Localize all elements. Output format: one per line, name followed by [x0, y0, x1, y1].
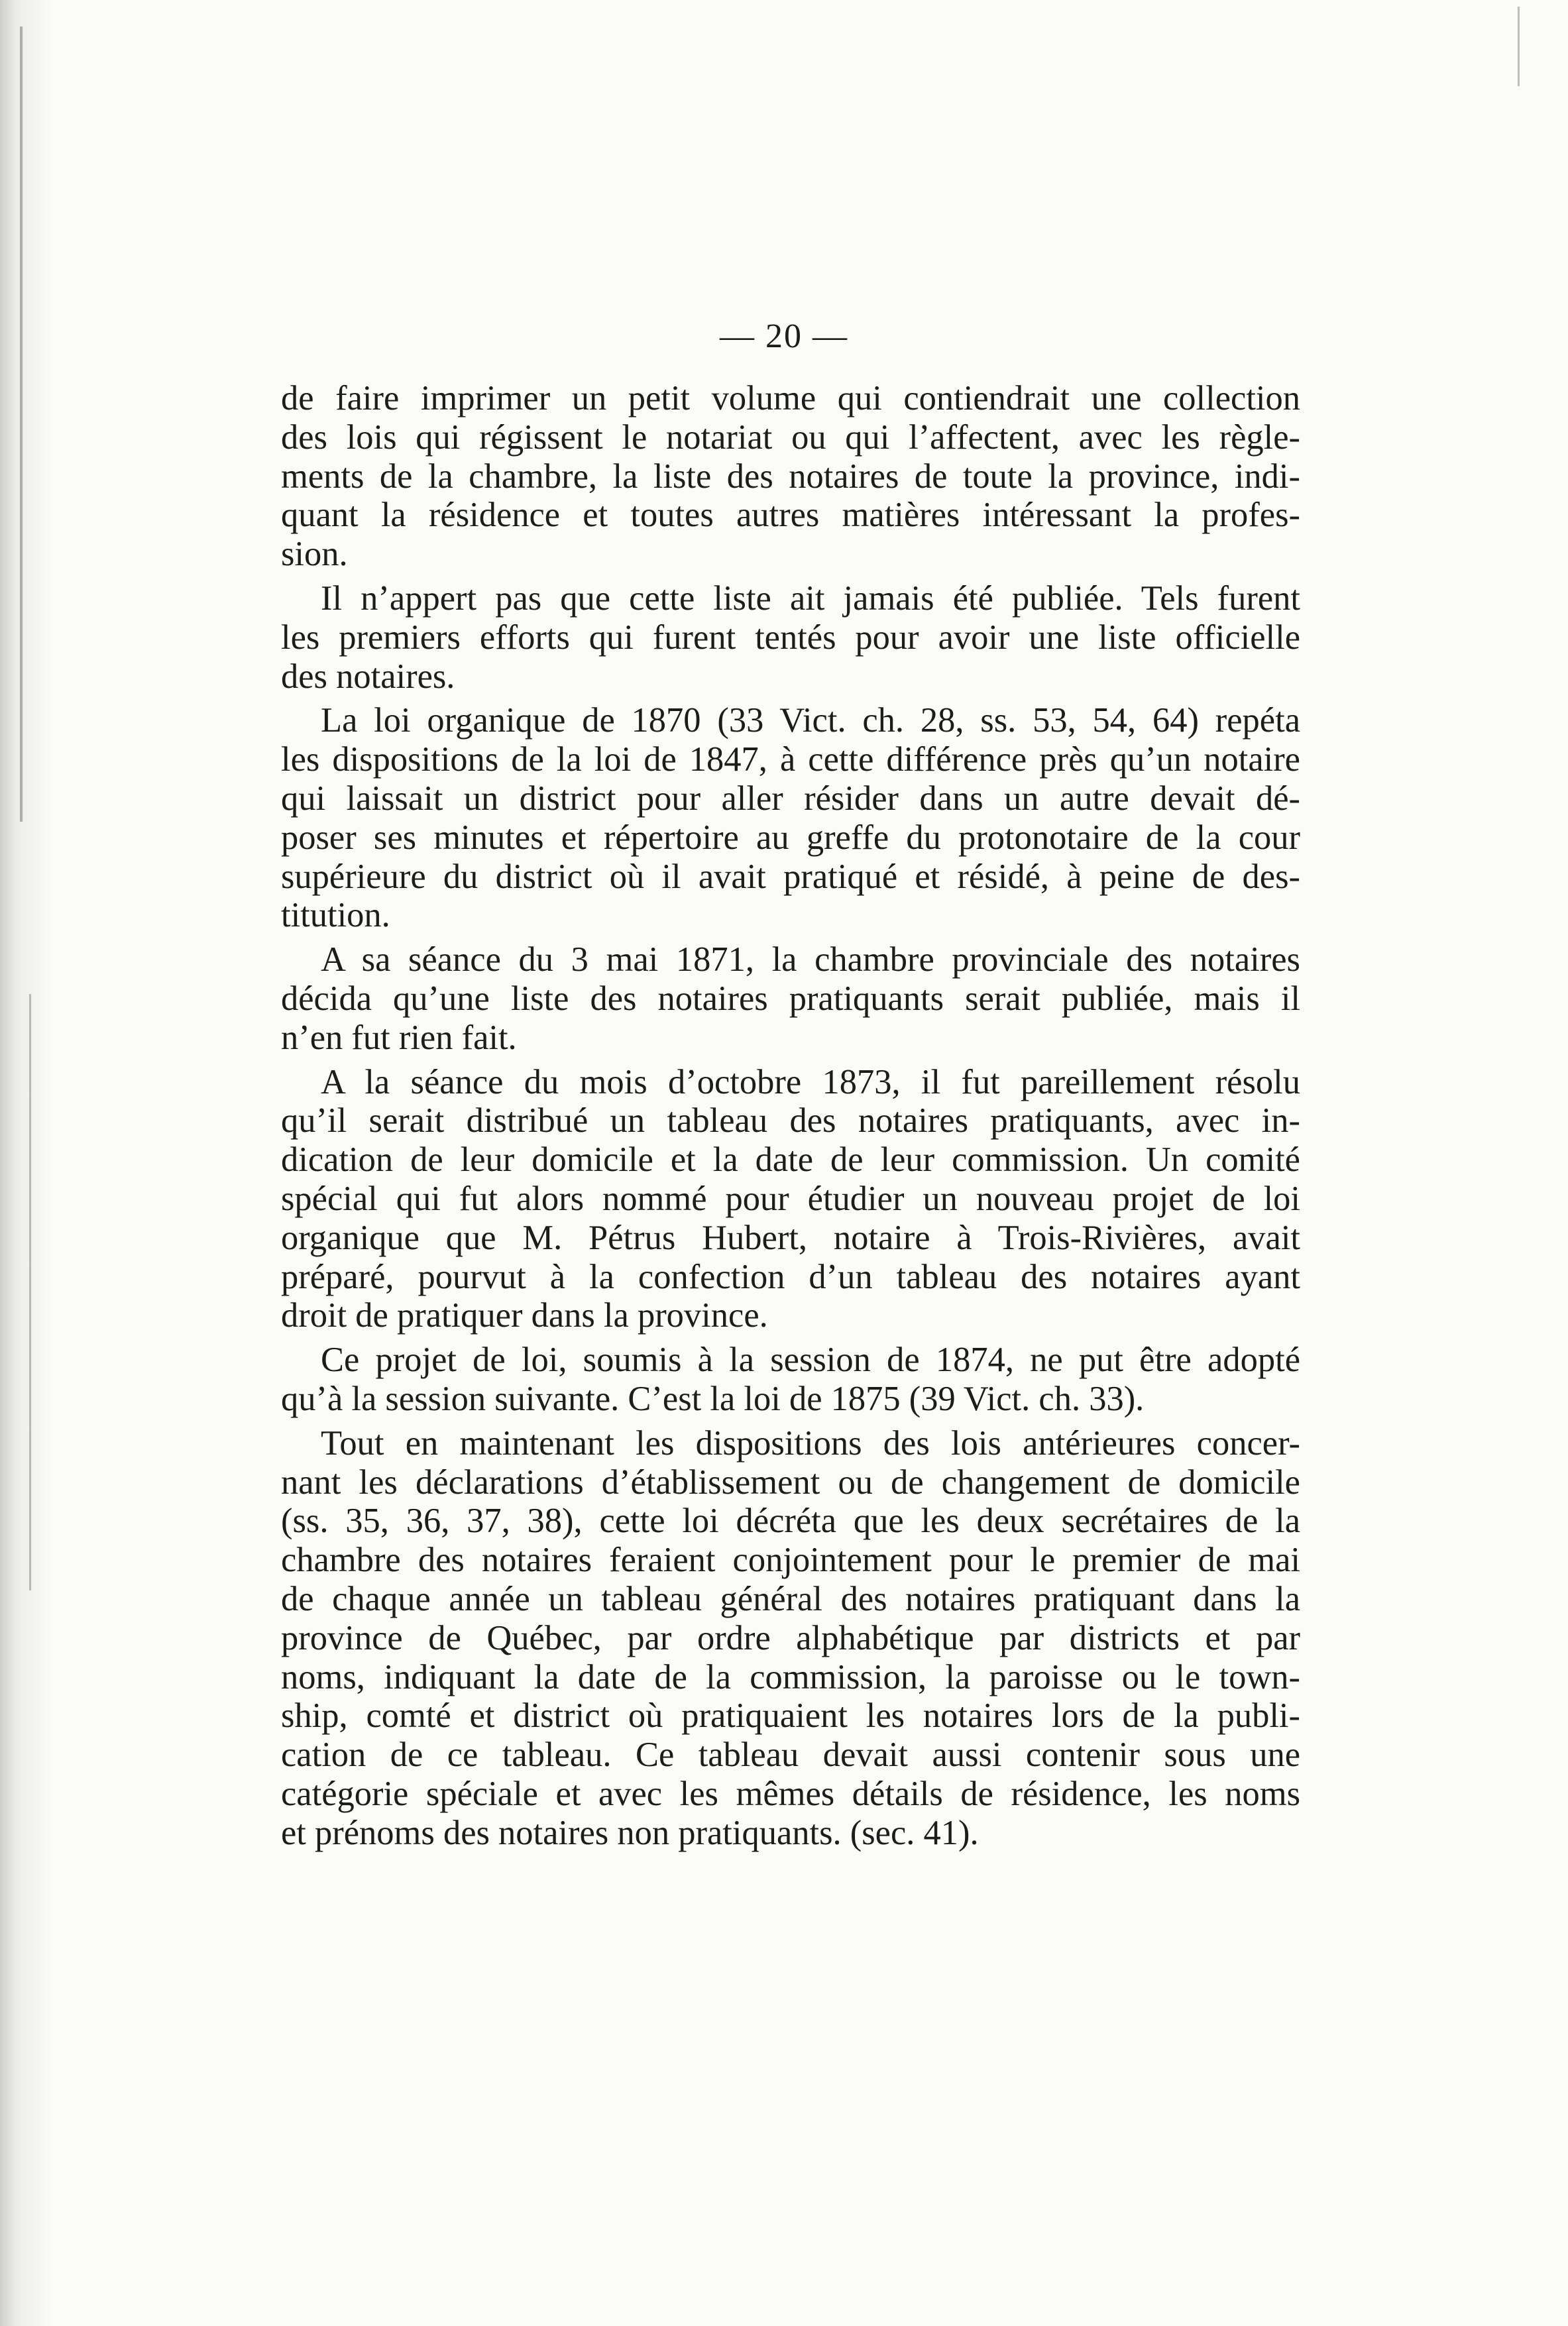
text-line: A sa séance du 3 mai 1871, la chambre provinciale des notaires: [321, 940, 1300, 979]
text-line: nant les déclarations d’établissement ou de changement de domicile: [281, 1463, 1300, 1502]
text-line: qu’à la session suivante. C’est la loi de 1875 (39 Vict. ch. 33).: [281, 1379, 1145, 1418]
text-line: les premiers efforts qui furent tentés pour avoir une liste officielle: [281, 618, 1300, 657]
text-line: des notaires.: [281, 657, 455, 696]
text-line: catégorie spéciale et avec les mêmes détails de résidence, les noms: [281, 1774, 1300, 1813]
text-line: ments de la chambre, la liste des notaires de toute la province, indi-: [281, 457, 1300, 496]
text-line: des lois qui régissent le notariat ou qui l’affectent, avec les règle-: [281, 417, 1300, 457]
text-line: les dispositions de la loi de 1847, à cette différence près qu’un notaire: [281, 740, 1300, 779]
text-line: supérieure du district où il avait pratiqué et résidé, à peine de des-: [281, 857, 1300, 896]
paragraph: [281, 940, 1300, 1057]
text-line: cation de ce tableau. Ce tableau devait aussi contenir sous une: [281, 1736, 1300, 1775]
scan-artifact: [29, 994, 31, 1590]
text-line: Tout en maintenant les dispositions des lois antérieures concer-: [321, 1423, 1300, 1463]
text-line: dication de leur domicile et la date de leur commission. Un comité: [281, 1140, 1300, 1180]
paragraph: [281, 379, 1300, 574]
text-line: quant la résidence et toutes autres matières intéressant la profes-: [281, 496, 1300, 535]
text-line: spécial qui fut alors nommé pour étudier un nouveau projet de loi: [281, 1179, 1300, 1218]
text-line: droit de pratiquer dans la province.: [281, 1296, 768, 1335]
paragraph: [281, 1341, 1300, 1419]
paragraph: [281, 701, 1300, 935]
text-line: et prénoms des notaires non pratiquants. (sec. 41).: [281, 1813, 979, 1852]
text-line: n’en fut rien fait.: [281, 1018, 517, 1057]
text-line: qui laissait un district pour aller résider dans un autre devait dé-: [281, 779, 1300, 818]
scan-artifact: [20, 27, 23, 822]
text-line: qu’il serait distribué un tableau des notaires pratiquants, avec in-: [281, 1101, 1300, 1140]
text-line: La loi organique de 1870 (33 Vict. ch. 28, ss. 53, 54, 64) repéta: [321, 701, 1300, 740]
text-line: titution.: [281, 896, 390, 935]
text-line: organique que M. Pétrus Hubert, notaire à Trois-Rivières, avait: [281, 1218, 1300, 1257]
text-line: sion.: [281, 535, 348, 574]
body-text: [281, 379, 1300, 1857]
page-number: — 20 —: [720, 317, 848, 355]
text-line: de chaque année un tableau général des notaires pratiquant dans la: [281, 1579, 1300, 1618]
text-line: A la séance du mois d’octobre 1873, il fut pareillement résolu: [321, 1062, 1300, 1101]
text-line: Il n’appert pas que cette liste ait jamais été publiée. Tels furent: [321, 579, 1300, 618]
text-line: décida qu’une liste des notaires pratiquants serait publiée, mais il: [281, 979, 1300, 1018]
paragraph: [281, 579, 1300, 696]
text-line: ship, comté et district où pratiquaient les notaires lors de la publi-: [281, 1696, 1300, 1736]
text-line: poser ses minutes et répertoire au greffe du protonotaire de la cour: [281, 818, 1300, 857]
text-line: chambre des notaires feraient conjointement pour le premier de mai: [281, 1541, 1300, 1580]
text-line: (ss. 35, 36, 37, 38), cette loi décréta que les deux secrétaires de la: [281, 1502, 1300, 1541]
text-line: noms, indiquant la date de la commission, la paroisse ou le town-: [281, 1657, 1300, 1696]
paragraph: [281, 1063, 1300, 1336]
paragraph: [281, 1424, 1300, 1853]
text-line: Ce projet de loi, soumis à la session de 1874, ne put être adopté: [321, 1341, 1300, 1380]
scan-artifact: [1518, 7, 1520, 86]
text-line: préparé, pourvut à la confection d’un tableau des notaires ayant: [281, 1257, 1300, 1296]
text-line: province de Québec, par ordre alphabétique par districts et par: [281, 1618, 1300, 1657]
text-line: de faire imprimer un petit volume qui contiendrait une collection: [281, 379, 1300, 417]
